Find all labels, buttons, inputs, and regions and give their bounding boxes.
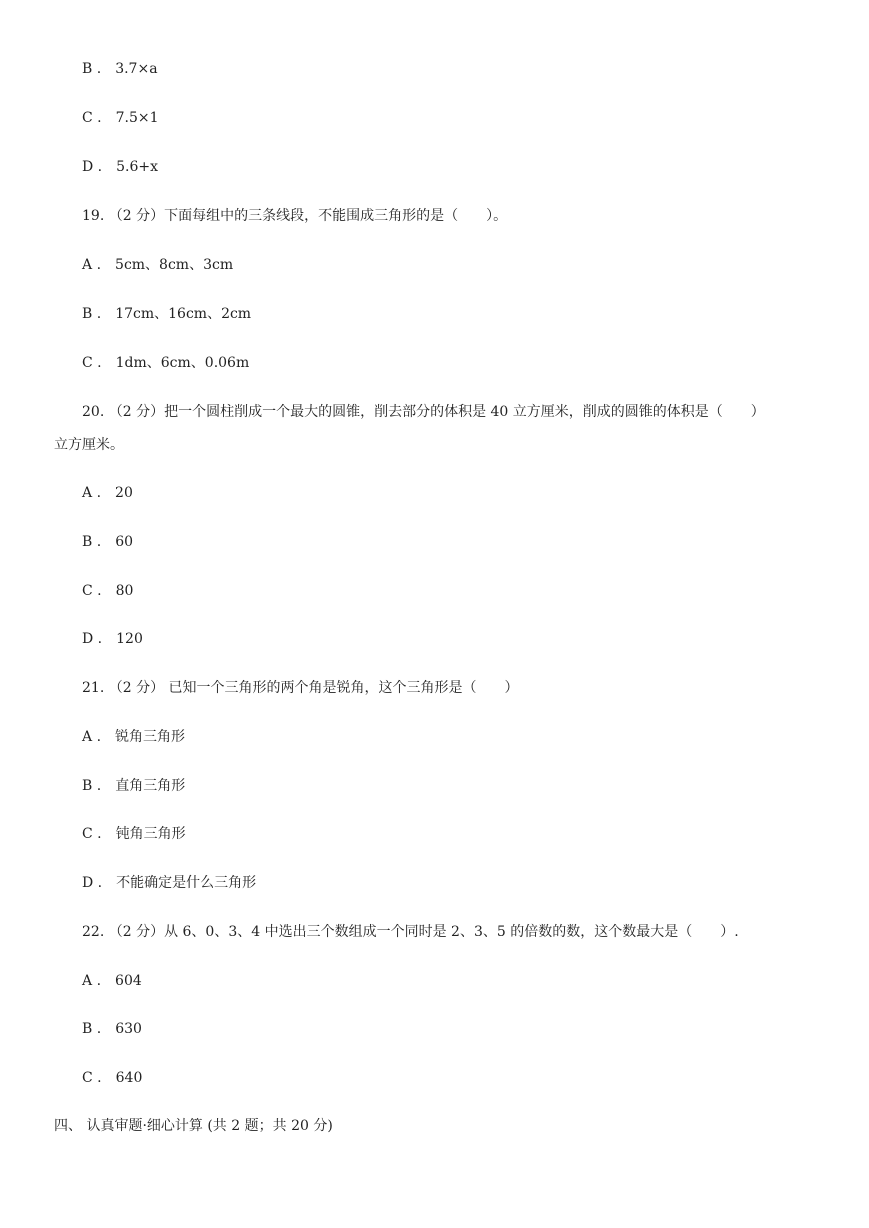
option-b: B . 17cm、16cm、2cm xyxy=(82,306,252,322)
option-b: B . 60 xyxy=(82,534,134,550)
option-c: C . 7.5×1 xyxy=(82,110,159,126)
section-heading-4: 四、 认真审题·细心计算 (共 2 题；共 20 分) xyxy=(54,1118,333,1134)
option-a: A . 锐角三角形 xyxy=(82,729,186,745)
option-a: A . 20 xyxy=(82,485,133,501)
option-a: A . 604 xyxy=(82,973,142,989)
option-b: B . 630 xyxy=(82,1021,142,1037)
option-d: D . 120 xyxy=(82,631,143,647)
question-20-continuation: 立方厘米。 xyxy=(54,437,124,453)
option-b: B . 直角三角形 xyxy=(82,778,186,794)
question-19: 19. （2 分）下面每组中的三条线段，不能围成三角形的是（ ）。 xyxy=(82,208,508,224)
question-20: 20. （2 分）把一个圆柱削成一个最大的圆锥，削去部分的体积是 40 立方厘米，削成的圆锥的体积是（ ） xyxy=(82,404,765,420)
option-c: C . 80 xyxy=(82,583,134,599)
option-d: D . 5.6+x xyxy=(82,159,159,175)
option-c: C . 1dm、6cm、0.06m xyxy=(82,355,250,371)
option-d: D . 不能确定是什么三角形 xyxy=(82,875,257,891)
option-c: C . 钝角三角形 xyxy=(82,826,186,842)
option-c: C . 640 xyxy=(82,1070,143,1086)
question-22: 22. （2 分）从 6、0、3、4 中选出三个数组成一个同时是 2、3、5 的倍数的数，这个数最大是（ ）. xyxy=(82,924,739,940)
question-21: 21. （2 分） 已知一个三角形的两个角是锐角，这个三角形是（ ） xyxy=(82,680,519,696)
option-b: B . 3.7×a xyxy=(82,61,158,77)
option-a: A . 5cm、8cm、3cm xyxy=(82,257,234,273)
